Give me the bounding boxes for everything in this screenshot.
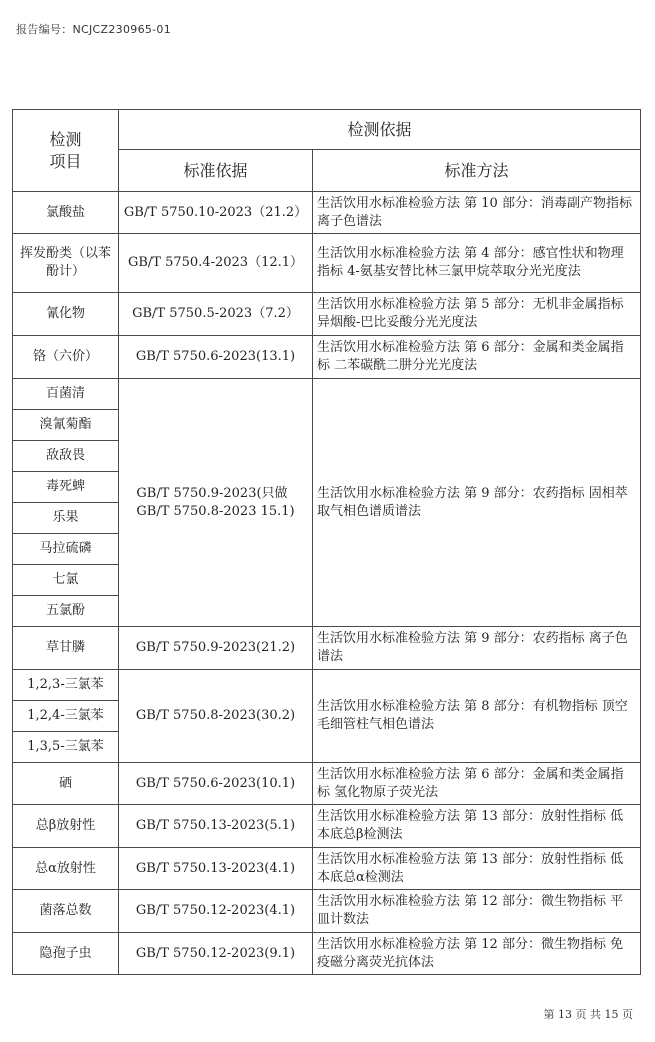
standard-cell: GB/T 5750.5-2023（7.2） xyxy=(119,293,313,336)
table-row xyxy=(13,627,641,670)
method-cell xyxy=(313,336,641,379)
method-cell xyxy=(313,763,641,805)
header-test-item xyxy=(13,110,119,192)
method-text: 生活饮用水标准检验方法 第 12 部分：微生物指标 免疫磁分离荧光抗体法 xyxy=(317,936,624,970)
standard-cell: GB/T 5750.12-2023(4.1) xyxy=(119,890,313,933)
method-text: 生活饮用水标准检验方法 第 13 部分：放射性指标 低本底总β检测法 xyxy=(317,809,624,842)
table-row xyxy=(13,890,641,933)
method-text: 生活饮用水标准检验方法 第 13 部分：放射性指标 低本底总α检测法 xyxy=(317,851,624,885)
item-cell: 七氯 xyxy=(13,565,119,596)
header-test-item-line2: 项目 xyxy=(49,151,82,171)
method-text: 生活饮用水标准检验方法 第 10 部分：消毒副产物指标 离子色谱法 xyxy=(317,195,632,229)
method-text: 生活饮用水标准检验方法 第 9 部分：农药指标 离子色谱法 xyxy=(317,631,628,664)
table-row xyxy=(13,933,641,975)
standard-cell: GB/T 5750.12-2023(9.1) xyxy=(119,933,313,975)
standard-cell: GB/T 5750.13-2023(5.1) xyxy=(119,805,313,848)
item-cell: 溴氰菊酯 xyxy=(13,410,119,441)
method-cell xyxy=(313,805,641,848)
header-row-1 xyxy=(13,110,641,150)
header-test-item-line1: 检测 xyxy=(49,129,82,149)
standard-cell xyxy=(119,379,313,627)
standard-line2: GB/T 5750.8-2023 15.1) xyxy=(136,503,295,519)
standard-cell: GB/T 5750.4-2023（12.1） xyxy=(119,234,313,293)
method-cell xyxy=(313,848,641,890)
method-cell xyxy=(313,234,641,293)
standard-cell: GB/T 5750.10-2023（21.2） xyxy=(119,192,313,234)
method-cell xyxy=(313,192,641,234)
method-text: 生活饮用水标准检验方法 第 6 部分：金属和类金属指标 氢化物原子荧光法 xyxy=(317,766,624,800)
table-row xyxy=(13,336,641,379)
item-cell: 挥发酚类（以苯酚计） xyxy=(13,234,119,293)
method-text: 生活饮用水标准检验方法 第 9 部分：农药指标 固相萃取气相色谱质谱法 xyxy=(317,485,628,519)
table-row xyxy=(13,848,641,890)
table-row xyxy=(13,763,641,805)
header-method: 标准方法 xyxy=(313,150,641,192)
method-text: 生活饮用水标准检验方法 第 12 部分：微生物指标 平皿计数法 xyxy=(317,894,624,927)
standard-cell: GB/T 5750.6-2023(13.1) xyxy=(119,336,313,379)
standard-cell: GB/T 5750.8-2023(30.2) xyxy=(119,670,313,763)
item-cell: 隐孢子虫 xyxy=(13,933,119,975)
table-row xyxy=(13,293,641,336)
method-text: 生活饮用水标准检验方法 第 8 部分：有机物指标 顶空毛细管柱气相色谱法 xyxy=(317,699,628,732)
test-basis-table xyxy=(12,109,641,975)
page-number: 第 13 页 共 15 页 xyxy=(543,1008,633,1021)
method-cell xyxy=(313,890,641,933)
item-cell: 百菌清 xyxy=(13,379,119,410)
item-cell: 氰化物 xyxy=(13,293,119,336)
item-cell: 硒 xyxy=(13,763,119,805)
table-row xyxy=(13,192,641,234)
method-cell xyxy=(313,933,641,975)
item-cell: 总β放射性 xyxy=(13,805,119,848)
item-cell: 铬（六价） xyxy=(13,336,119,379)
table-row xyxy=(13,805,641,848)
table-row xyxy=(13,234,641,293)
item-cell: 总α放射性 xyxy=(13,848,119,890)
standard-cell: GB/T 5750.9-2023(21.2) xyxy=(119,627,313,670)
method-cell xyxy=(313,670,641,763)
method-cell xyxy=(313,293,641,336)
method-text: 生活饮用水标准检验方法 第 4 部分：感官性状和物理指标 4-氨基安替比林三氯甲烷萃取分光光度法 xyxy=(317,246,624,279)
item-cell: 氯酸盐 xyxy=(13,192,119,234)
item-cell: 草甘膦 xyxy=(13,627,119,670)
report-number: 报告编号：NCJCZ230965-01 xyxy=(16,23,172,36)
item-cell: 五氯酚 xyxy=(13,596,119,627)
method-text: 生活饮用水标准检验方法 第 6 部分：金属和类金属指标 二苯碳酰二肼分光光度法 xyxy=(317,340,624,373)
method-cell xyxy=(313,627,641,670)
item-cell: 1,3,5-三氯苯 xyxy=(13,732,119,763)
standard-cell: GB/T 5750.6-2023(10.1) xyxy=(119,763,313,805)
item-cell: 1,2,3-三氯苯 xyxy=(13,670,119,701)
item-cell: 1,2,4-三氯苯 xyxy=(13,701,119,732)
header-test-basis: 检测依据 xyxy=(119,110,641,150)
item-cell: 马拉硫磷 xyxy=(13,534,119,565)
table-row xyxy=(13,670,641,701)
method-text: 生活饮用水标准检验方法 第 5 部分：无机非金属指标 异烟酸-巴比妥酸分光光度法 xyxy=(317,297,624,330)
item-cell: 乐果 xyxy=(13,503,119,534)
standard-line1: GB/T 5750.9-2023(只做 xyxy=(136,485,288,501)
header-standard: 标准依据 xyxy=(119,150,313,192)
table-row xyxy=(13,379,641,410)
item-cell: 毒死蜱 xyxy=(13,472,119,503)
standard-cell: GB/T 5750.13-2023(4.1) xyxy=(119,848,313,890)
item-cell: 菌落总数 xyxy=(13,890,119,933)
method-cell xyxy=(313,379,641,627)
item-cell: 敌敌畏 xyxy=(13,441,119,472)
